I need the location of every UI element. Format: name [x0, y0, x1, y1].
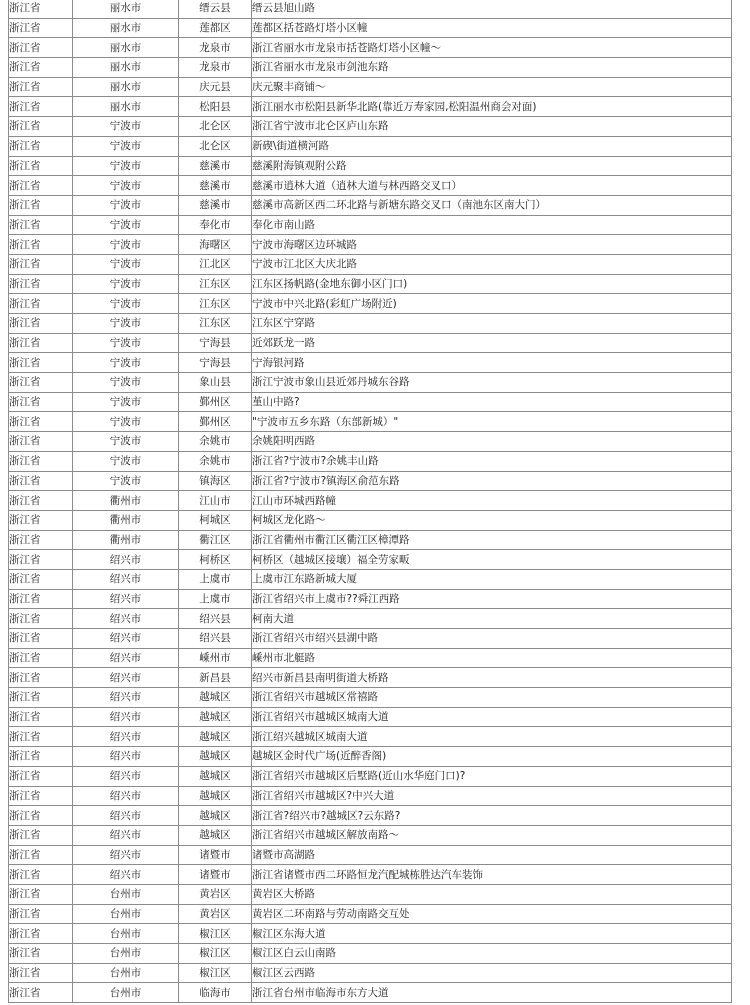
district-cell: 龙泉市	[179, 58, 252, 78]
province-cell: 浙江省	[9, 629, 73, 649]
address-cell: "宁波市五乡东路（东部新城）"	[252, 412, 732, 432]
province-cell: 浙江省	[9, 510, 73, 530]
table-row	[9, 471, 732, 491]
district-cell: 越城区	[179, 727, 252, 747]
city-cell: 绍兴市	[73, 668, 179, 688]
district-cell: 鄞州区	[179, 412, 252, 432]
city-cell: 宁波市	[73, 392, 179, 412]
district-cell: 嵊州市	[179, 648, 252, 668]
city-cell: 绍兴市	[73, 629, 179, 649]
address-cell: 宁波市江北区大庆北路	[252, 254, 732, 274]
table-row	[9, 294, 732, 314]
city-cell: 绍兴市	[73, 688, 179, 708]
province-cell: 浙江省	[9, 609, 73, 629]
city-cell: 绍兴市	[73, 648, 179, 668]
table-row	[9, 648, 732, 668]
district-cell: 余姚市	[179, 451, 252, 471]
province-cell: 浙江省	[9, 924, 73, 944]
table-row	[9, 432, 732, 452]
table-row	[9, 688, 732, 708]
table-row	[9, 963, 732, 983]
city-cell: 绍兴市	[73, 845, 179, 865]
table-row	[9, 176, 732, 196]
province-cell: 浙江省	[9, 747, 73, 767]
district-cell: 松阳县	[179, 97, 252, 117]
province-cell: 浙江省	[9, 77, 73, 97]
table-row	[9, 707, 732, 727]
table-row	[9, 629, 732, 649]
city-cell: 宁波市	[73, 373, 179, 393]
province-cell: 浙江省	[9, 668, 73, 688]
district-cell: 椒江区	[179, 963, 252, 983]
address-cell: 宁波市海曙区边环城路	[252, 235, 732, 255]
address-cell: 浙江省?宁波市?余姚丰山路	[252, 451, 732, 471]
city-cell: 宁波市	[73, 314, 179, 334]
table-row	[9, 944, 732, 964]
table-row	[9, 353, 732, 373]
city-cell: 宁波市	[73, 432, 179, 452]
address-cell: 浙江宁波市象山县近郊丹城东谷路	[252, 373, 732, 393]
city-cell: 绍兴市	[73, 766, 179, 786]
address-cell: 江东区宁穿路	[252, 314, 732, 334]
province-cell: 浙江省	[9, 491, 73, 511]
table-row	[9, 569, 732, 589]
district-cell: 宁海县	[179, 333, 252, 353]
table-row	[9, 510, 732, 530]
table-row	[9, 156, 732, 176]
table-row	[9, 333, 732, 353]
city-cell: 宁波市	[73, 412, 179, 432]
province-cell: 浙江省	[9, 904, 73, 924]
table-row	[9, 983, 732, 1003]
district-cell: 龙泉市	[179, 38, 252, 58]
city-cell: 宁波市	[73, 333, 179, 353]
district-cell: 上虞市	[179, 589, 252, 609]
address-cell: 余姚阳明西路	[252, 432, 732, 452]
district-cell: 新昌县	[179, 668, 252, 688]
address-table	[8, 0, 732, 1003]
table-row	[9, 904, 732, 924]
district-cell: 海曙区	[179, 235, 252, 255]
address-cell: 椒江区白云山南路	[252, 944, 732, 964]
table-row	[9, 254, 732, 274]
city-cell: 宁波市	[73, 254, 179, 274]
address-cell: 浙江省绍兴市越城区城南大道	[252, 707, 732, 727]
table-row	[9, 136, 732, 156]
address-cell: 奉化市南山路	[252, 215, 732, 235]
table-row	[9, 77, 732, 97]
district-cell: 余姚市	[179, 432, 252, 452]
province-cell: 浙江省	[9, 983, 73, 1003]
address-cell: 庆元聚丰商铺～	[252, 77, 732, 97]
table-row	[9, 18, 732, 38]
city-cell: 绍兴市	[73, 865, 179, 885]
city-cell: 绍兴市	[73, 707, 179, 727]
table-row	[9, 589, 732, 609]
province-cell: 浙江省	[9, 530, 73, 550]
district-cell: 临海市	[179, 983, 252, 1003]
district-cell: 椒江区	[179, 944, 252, 964]
city-cell: 台州市	[73, 904, 179, 924]
province-cell: 浙江省	[9, 176, 73, 196]
district-cell: 北仑区	[179, 136, 252, 156]
province-cell: 浙江省	[9, 786, 73, 806]
table-row	[9, 195, 732, 215]
district-cell: 北仑区	[179, 117, 252, 137]
district-cell: 越城区	[179, 806, 252, 826]
province-cell: 浙江省	[9, 963, 73, 983]
table-row	[9, 451, 732, 471]
district-cell: 诸暨市	[179, 845, 252, 865]
address-cell: 浙江省绍兴市越城区?中兴大道	[252, 786, 732, 806]
table-row	[9, 530, 732, 550]
city-cell: 衢州市	[73, 510, 179, 530]
city-cell: 宁波市	[73, 117, 179, 137]
table-row	[9, 392, 732, 412]
province-cell: 浙江省	[9, 195, 73, 215]
address-cell: 上虞市江东路新城大厦	[252, 569, 732, 589]
address-cell: 柯城区龙化路～	[252, 510, 732, 530]
province-cell: 浙江省	[9, 58, 73, 78]
address-cell: 堇山中路?	[252, 392, 732, 412]
city-cell: 宁波市	[73, 274, 179, 294]
address-cell: 浙江省绍兴市越城区后墅路(近山水华庭门口)?	[252, 766, 732, 786]
address-cell: 缙云县旭山路	[252, 0, 732, 18]
district-cell: 上虞市	[179, 569, 252, 589]
address-cell: 江东区扬帆路(金地东御小区门口)	[252, 274, 732, 294]
table-row	[9, 825, 732, 845]
city-cell: 绍兴市	[73, 727, 179, 747]
province-cell: 浙江省	[9, 156, 73, 176]
address-cell: 浙江省绍兴市上虞市??舜江西路	[252, 589, 732, 609]
province-cell: 浙江省	[9, 569, 73, 589]
city-cell: 宁波市	[73, 136, 179, 156]
province-cell: 浙江省	[9, 254, 73, 274]
table-row	[9, 766, 732, 786]
province-cell: 浙江省	[9, 550, 73, 570]
province-cell: 浙江省	[9, 825, 73, 845]
table-row	[9, 747, 732, 767]
address-cell: 黄岩区大桥路	[252, 884, 732, 904]
district-cell: 庆元县	[179, 77, 252, 97]
district-cell: 椒江区	[179, 924, 252, 944]
address-cell: 慈溪附海镇观附公路	[252, 156, 732, 176]
table-row	[9, 806, 732, 826]
city-cell: 绍兴市	[73, 569, 179, 589]
district-cell: 镇海区	[179, 471, 252, 491]
table-row	[9, 668, 732, 688]
province-cell: 浙江省	[9, 235, 73, 255]
district-cell: 江北区	[179, 254, 252, 274]
address-cell: 诸暨市高湖路	[252, 845, 732, 865]
city-cell: 丽水市	[73, 0, 179, 18]
province-cell: 浙江省	[9, 471, 73, 491]
table-row	[9, 727, 732, 747]
province-cell: 浙江省	[9, 432, 73, 452]
district-cell: 江东区	[179, 274, 252, 294]
district-cell: 江山市	[179, 491, 252, 511]
city-cell: 绍兴市	[73, 825, 179, 845]
district-cell: 黄岩区	[179, 884, 252, 904]
address-cell: 浙江绍兴越城区城南大道	[252, 727, 732, 747]
address-cell: 柯南大道	[252, 609, 732, 629]
city-cell: 宁波市	[73, 294, 179, 314]
province-cell: 浙江省	[9, 727, 73, 747]
table-row	[9, 215, 732, 235]
district-cell: 柯桥区	[179, 550, 252, 570]
province-cell: 浙江省	[9, 0, 73, 18]
address-cell: 越城区金时代广场(近醉香阁)	[252, 747, 732, 767]
table-row	[9, 412, 732, 432]
city-cell: 台州市	[73, 963, 179, 983]
province-cell: 浙江省	[9, 392, 73, 412]
city-cell: 宁波市	[73, 235, 179, 255]
province-cell: 浙江省	[9, 18, 73, 38]
province-cell: 浙江省	[9, 648, 73, 668]
province-cell: 浙江省	[9, 845, 73, 865]
address-cell: 嵊州市北艇路	[252, 648, 732, 668]
district-cell: 江东区	[179, 294, 252, 314]
address-cell: 宁波市中兴北路(彩虹广场附近)	[252, 294, 732, 314]
address-cell: 宁海银河路	[252, 353, 732, 373]
table-row	[9, 97, 732, 117]
table-row	[9, 865, 732, 885]
city-cell: 绍兴市	[73, 609, 179, 629]
city-cell: 台州市	[73, 983, 179, 1003]
province-cell: 浙江省	[9, 97, 73, 117]
province-cell: 浙江省	[9, 884, 73, 904]
table-row	[9, 235, 732, 255]
address-cell: 绍兴市新昌县南明街道大桥路	[252, 668, 732, 688]
district-cell: 衢江区	[179, 530, 252, 550]
district-cell: 越城区	[179, 766, 252, 786]
city-cell: 宁波市	[73, 471, 179, 491]
district-cell: 黄岩区	[179, 904, 252, 924]
province-cell: 浙江省	[9, 707, 73, 727]
address-cell: 浙江省绍兴市越城区常禧路	[252, 688, 732, 708]
table-row	[9, 38, 732, 58]
address-cell: 浙江省丽水市龙泉市括苍路灯塔小区幢～	[252, 38, 732, 58]
city-cell: 衢州市	[73, 491, 179, 511]
city-cell: 宁波市	[73, 176, 179, 196]
district-cell: 慈溪市	[179, 156, 252, 176]
city-cell: 丽水市	[73, 18, 179, 38]
city-cell: 丽水市	[73, 97, 179, 117]
address-cell: 浙江省绍兴市绍兴县湖中路	[252, 629, 732, 649]
table-row	[9, 924, 732, 944]
province-cell: 浙江省	[9, 38, 73, 58]
province-cell: 浙江省	[9, 274, 73, 294]
district-cell: 奉化市	[179, 215, 252, 235]
address-cell: 慈溪市高新区西二环北路与新塘东路交叉口（南池东区南大门）	[252, 195, 732, 215]
province-cell: 浙江省	[9, 136, 73, 156]
address-cell: 新碶\街道横河路	[252, 136, 732, 156]
city-cell: 台州市	[73, 884, 179, 904]
district-cell: 柯城区	[179, 510, 252, 530]
province-cell: 浙江省	[9, 333, 73, 353]
address-cell: 浙江省台州市临海市东方大道	[252, 983, 732, 1003]
province-cell: 浙江省	[9, 373, 73, 393]
table-row	[9, 491, 732, 511]
district-cell: 绍兴县	[179, 629, 252, 649]
district-cell: 越城区	[179, 786, 252, 806]
province-cell: 浙江省	[9, 806, 73, 826]
district-cell: 慈溪市	[179, 176, 252, 196]
province-cell: 浙江省	[9, 117, 73, 137]
province-cell: 浙江省	[9, 451, 73, 471]
address-cell: 江山市环城西路幢	[252, 491, 732, 511]
table-row	[9, 0, 732, 18]
district-cell: 宁海县	[179, 353, 252, 373]
address-cell: 椒江区云西路	[252, 963, 732, 983]
table-row	[9, 550, 732, 570]
district-cell: 越城区	[179, 688, 252, 708]
province-cell: 浙江省	[9, 314, 73, 334]
table-row	[9, 373, 732, 393]
district-cell: 莲都区	[179, 18, 252, 38]
province-cell: 浙江省	[9, 766, 73, 786]
province-cell: 浙江省	[9, 589, 73, 609]
table-row	[9, 786, 732, 806]
city-cell: 丽水市	[73, 58, 179, 78]
city-cell: 宁波市	[73, 156, 179, 176]
district-cell: 江东区	[179, 314, 252, 334]
city-cell: 台州市	[73, 924, 179, 944]
city-cell: 绍兴市	[73, 589, 179, 609]
district-cell: 绍兴县	[179, 609, 252, 629]
address-cell: 近郊跃龙一路	[252, 333, 732, 353]
table-row	[9, 845, 732, 865]
district-cell: 缙云县	[179, 0, 252, 18]
address-cell: 浙江省丽水市龙泉市剑池东路	[252, 58, 732, 78]
table-row	[9, 117, 732, 137]
city-cell: 宁波市	[73, 451, 179, 471]
address-cell: 黄岩区二环南路与劳动南路交互处	[252, 904, 732, 924]
city-cell: 宁波市	[73, 353, 179, 373]
table-row	[9, 274, 732, 294]
address-cell: 莲都区括苍路灯塔小区幢	[252, 18, 732, 38]
district-cell: 鄞州区	[179, 392, 252, 412]
city-cell: 衢州市	[73, 530, 179, 550]
city-cell: 绍兴市	[73, 786, 179, 806]
province-cell: 浙江省	[9, 353, 73, 373]
province-cell: 浙江省	[9, 412, 73, 432]
address-cell: 浙江省?宁波市?镇海区俞范东路	[252, 471, 732, 491]
city-cell: 丽水市	[73, 77, 179, 97]
city-cell: 绍兴市	[73, 747, 179, 767]
address-table-body	[9, 0, 732, 1003]
city-cell: 宁波市	[73, 215, 179, 235]
address-cell: 椒江区东海大道	[252, 924, 732, 944]
table-row	[9, 58, 732, 78]
city-cell: 台州市	[73, 944, 179, 964]
province-cell: 浙江省	[9, 865, 73, 885]
province-cell: 浙江省	[9, 688, 73, 708]
district-cell: 越城区	[179, 747, 252, 767]
address-cell: 浙江丽水市松阳县新华北路(靠近万寿家园,松阳温州商会对面)	[252, 97, 732, 117]
province-cell: 浙江省	[9, 215, 73, 235]
table-row	[9, 314, 732, 334]
city-cell: 绍兴市	[73, 806, 179, 826]
city-cell: 宁波市	[73, 195, 179, 215]
district-cell: 象山县	[179, 373, 252, 393]
district-cell: 诸暨市	[179, 865, 252, 885]
address-cell: 浙江省诸暨市西二环路恒龙汽配城栋胜达汽车装饰	[252, 865, 732, 885]
table-row	[9, 609, 732, 629]
address-cell: 浙江省宁波市北仑区庐山东路	[252, 117, 732, 137]
address-cell: 浙江省绍兴市越城区解放南路～	[252, 825, 732, 845]
district-cell: 越城区	[179, 707, 252, 727]
address-cell: 浙江省衢州市衢江区衢江区樟潭路	[252, 530, 732, 550]
address-cell: 慈溪市逍林大道（逍林大道与林西路交叉口）	[252, 176, 732, 196]
address-cell: 浙江省?绍兴市?越城区?云东路?	[252, 806, 732, 826]
city-cell: 绍兴市	[73, 550, 179, 570]
province-cell: 浙江省	[9, 944, 73, 964]
district-cell: 越城区	[179, 825, 252, 845]
province-cell: 浙江省	[9, 294, 73, 314]
city-cell: 丽水市	[73, 38, 179, 58]
address-cell: 柯桥区（越城区接壤）福全劳家畈	[252, 550, 732, 570]
table-row	[9, 884, 732, 904]
district-cell: 慈溪市	[179, 195, 252, 215]
